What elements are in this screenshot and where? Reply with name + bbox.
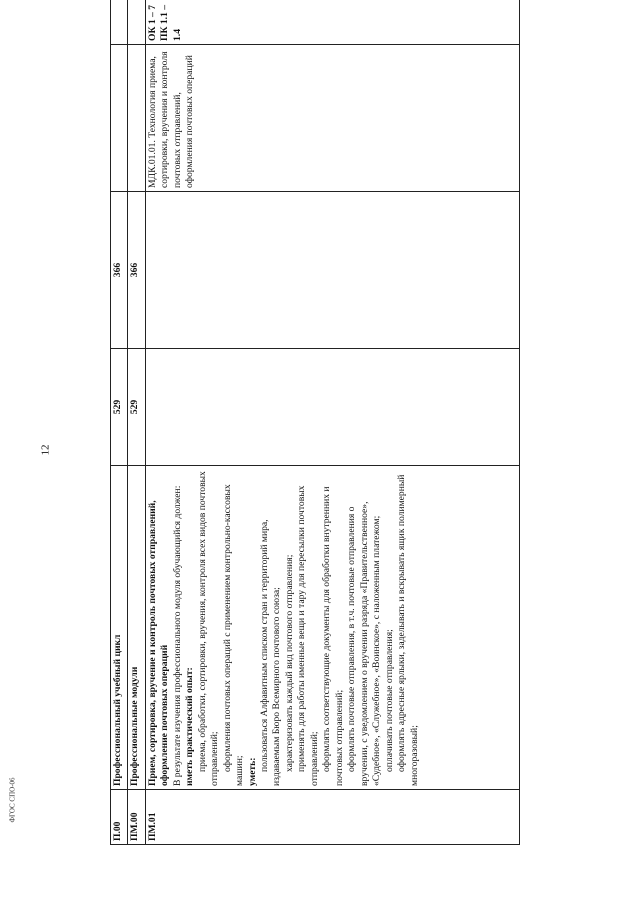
row-max-load: 529 — [128, 349, 145, 466]
table-row — [145, 0, 519, 845]
pm01-line: В результате изучения профессионального модуля обучающийся должен: — [171, 485, 183, 786]
pm01-code: ПМ.01 — [145, 790, 519, 845]
table-row — [111, 0, 128, 845]
pm01-line: применять для работы именные вещи и тару для пересылки почтовых отправлений; — [296, 485, 320, 786]
pm01-competencies — [145, 0, 519, 45]
rotated-table-container — [110, 4, 520, 845]
row-title: Профессиональные модули — [128, 466, 145, 790]
pm01-line: оформлять почтовые отправления, в т.ч. почтовые отправления о вручении, с уведомлением о вручении разряда «Правительственное», «Судебное», «Служебное», «Воинское», с наложенным платежом; — [346, 501, 383, 786]
curriculum-table — [110, 0, 520, 845]
row-code: П.00 — [111, 790, 128, 845]
footer-code: ФГОС СПО-06 — [8, 777, 17, 823]
table-row — [128, 0, 145, 845]
row-mdk — [128, 45, 145, 192]
pm01-description — [145, 466, 519, 790]
pm01-mdk: МДК.01.01. Технология приема, сортировки, вручения и контроля почтовых отправлений, оформления почтовых операций — [145, 45, 519, 192]
pm01-line: характеризовать каждый вид почтового отправления; — [283, 554, 295, 772]
pm01-title: Прием, сортировка, вручение и контроль почтовых отправлений, оформление почтовых операций — [146, 500, 171, 786]
pm01-line: уметь: — [246, 757, 258, 786]
row-title: Профессиональный учебный цикл — [111, 466, 128, 790]
competency-pk: ПК 1.1 – 1.4 — [159, 4, 183, 41]
row-competencies — [111, 0, 128, 45]
pm01-line: приема, обработки, сортировки, вручения, контроля всех видов почтовых отправлений; — [196, 471, 221, 786]
row-competencies — [128, 0, 145, 45]
row-code: ПМ.00 — [128, 790, 145, 845]
pm01-line: оформлять адресные ярлыки, заделывать и вскрывать ящик полимерный многоразовый; — [396, 474, 420, 786]
pm01-mandatory-load — [145, 192, 519, 349]
row-mandatory-load: 366 — [111, 192, 128, 349]
row-max-load: 529 — [111, 349, 128, 466]
competency-ok: ОК 1 – 7 — [146, 4, 158, 41]
pm01-line: пользоваться Алфавитным списком стран и территорий мира, издаваемым Бюро Всемирного почтового союза; — [258, 519, 283, 786]
pm01-line: оформления почтовых операций с применением контрольно-кассовых машин; — [221, 484, 246, 786]
row-mdk — [111, 45, 128, 192]
pm01-line: оформлять соответствующие документы для обработки внутренних и почтовых отправлений; — [321, 486, 345, 786]
row-mandatory-load: 366 — [128, 192, 145, 349]
pm01-line: оплачивать почтовые отправления; — [383, 629, 395, 772]
page-number: 12 — [39, 444, 52, 456]
pm01-max-load — [145, 349, 519, 466]
pm01-line: иметь практический опыт: — [184, 667, 196, 786]
